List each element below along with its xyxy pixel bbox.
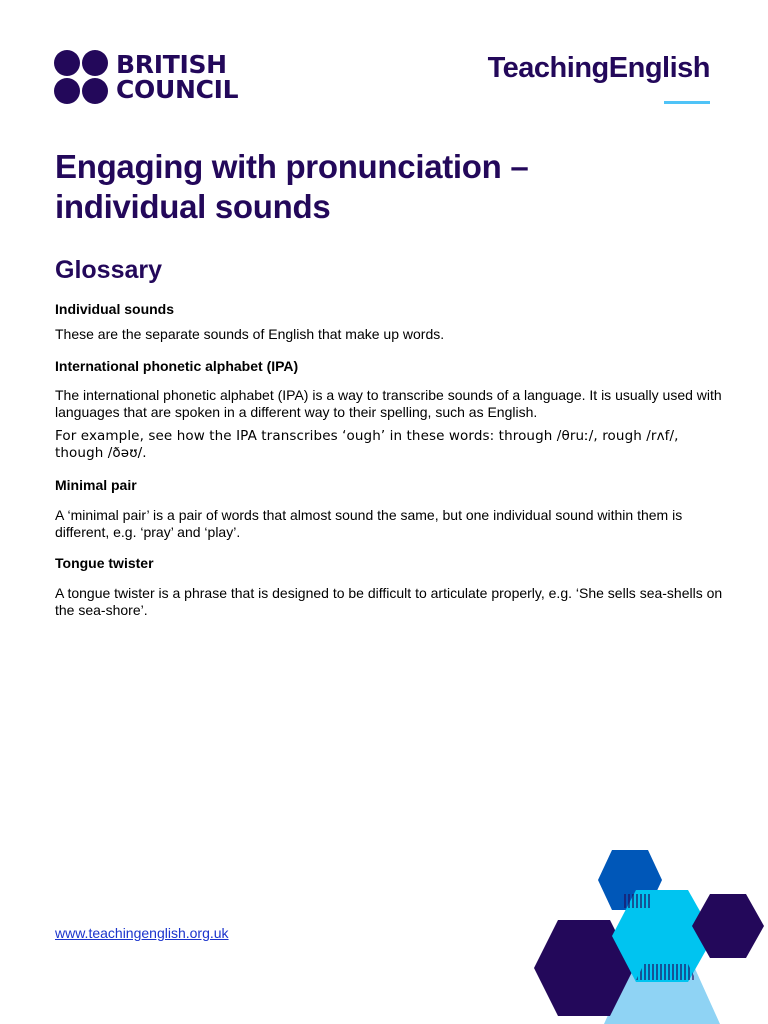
def-ipa: The international phonetic alphabet (IPA) is a way to transcribe sounds of a language. It is usually used with languages that are spoken in a different way to their spelling, such as English. [55, 387, 722, 420]
bc-line-2: COUNCIL [116, 75, 239, 104]
british-council-logo [54, 50, 238, 104]
term-individual-sounds: Individual sounds [55, 301, 175, 317]
british-council-dots-icon [54, 50, 108, 104]
glossary-content [55, 300, 725, 619]
def-individual-sounds: These are the separate sounds of English that make up words. [55, 326, 445, 342]
title-line-2: individual sounds [55, 188, 331, 225]
footer-website-link[interactable]: www.teachingenglish.org.uk [55, 925, 229, 941]
british-council-wordmark [116, 52, 238, 102]
teachingenglish-logo: TeachingEnglish [487, 52, 710, 84]
glossary-heading: Glossary [55, 256, 163, 284]
term-ipa: International phonetic alphabet (IPA) [55, 358, 299, 374]
hex-stripe-bottom [636, 964, 696, 980]
def-ipa-example: For example, see how the IPA transcribes ‘ough’ in these words: through /θruː/, rough /rʌf/, though /ðəʊ/. [55, 428, 679, 461]
def-minimal-pair: A ‘minimal pair’ is a pair of words that almost sound the same, but one individual sound within them is different, e.g. ‘pray’ and ‘play’. [55, 507, 683, 540]
page-title [55, 147, 528, 227]
bc-line-1: BRITISH [116, 50, 227, 79]
teachingenglish-underline [664, 101, 710, 104]
term-tongue-twister: Tongue twister [55, 555, 154, 571]
def-tongue-twister: A tongue twister is a phrase that is designed to be difficult to articulate properly, e.g. ‘She sells sea-shells on the sea-shore’. [55, 585, 723, 618]
title-line-1: Engaging with pronunciation – [55, 148, 529, 185]
hexagon-cluster-decoration-icon [520, 840, 768, 1024]
term-minimal-pair: Minimal pair [55, 477, 137, 493]
hex-stripe-top [624, 894, 652, 908]
